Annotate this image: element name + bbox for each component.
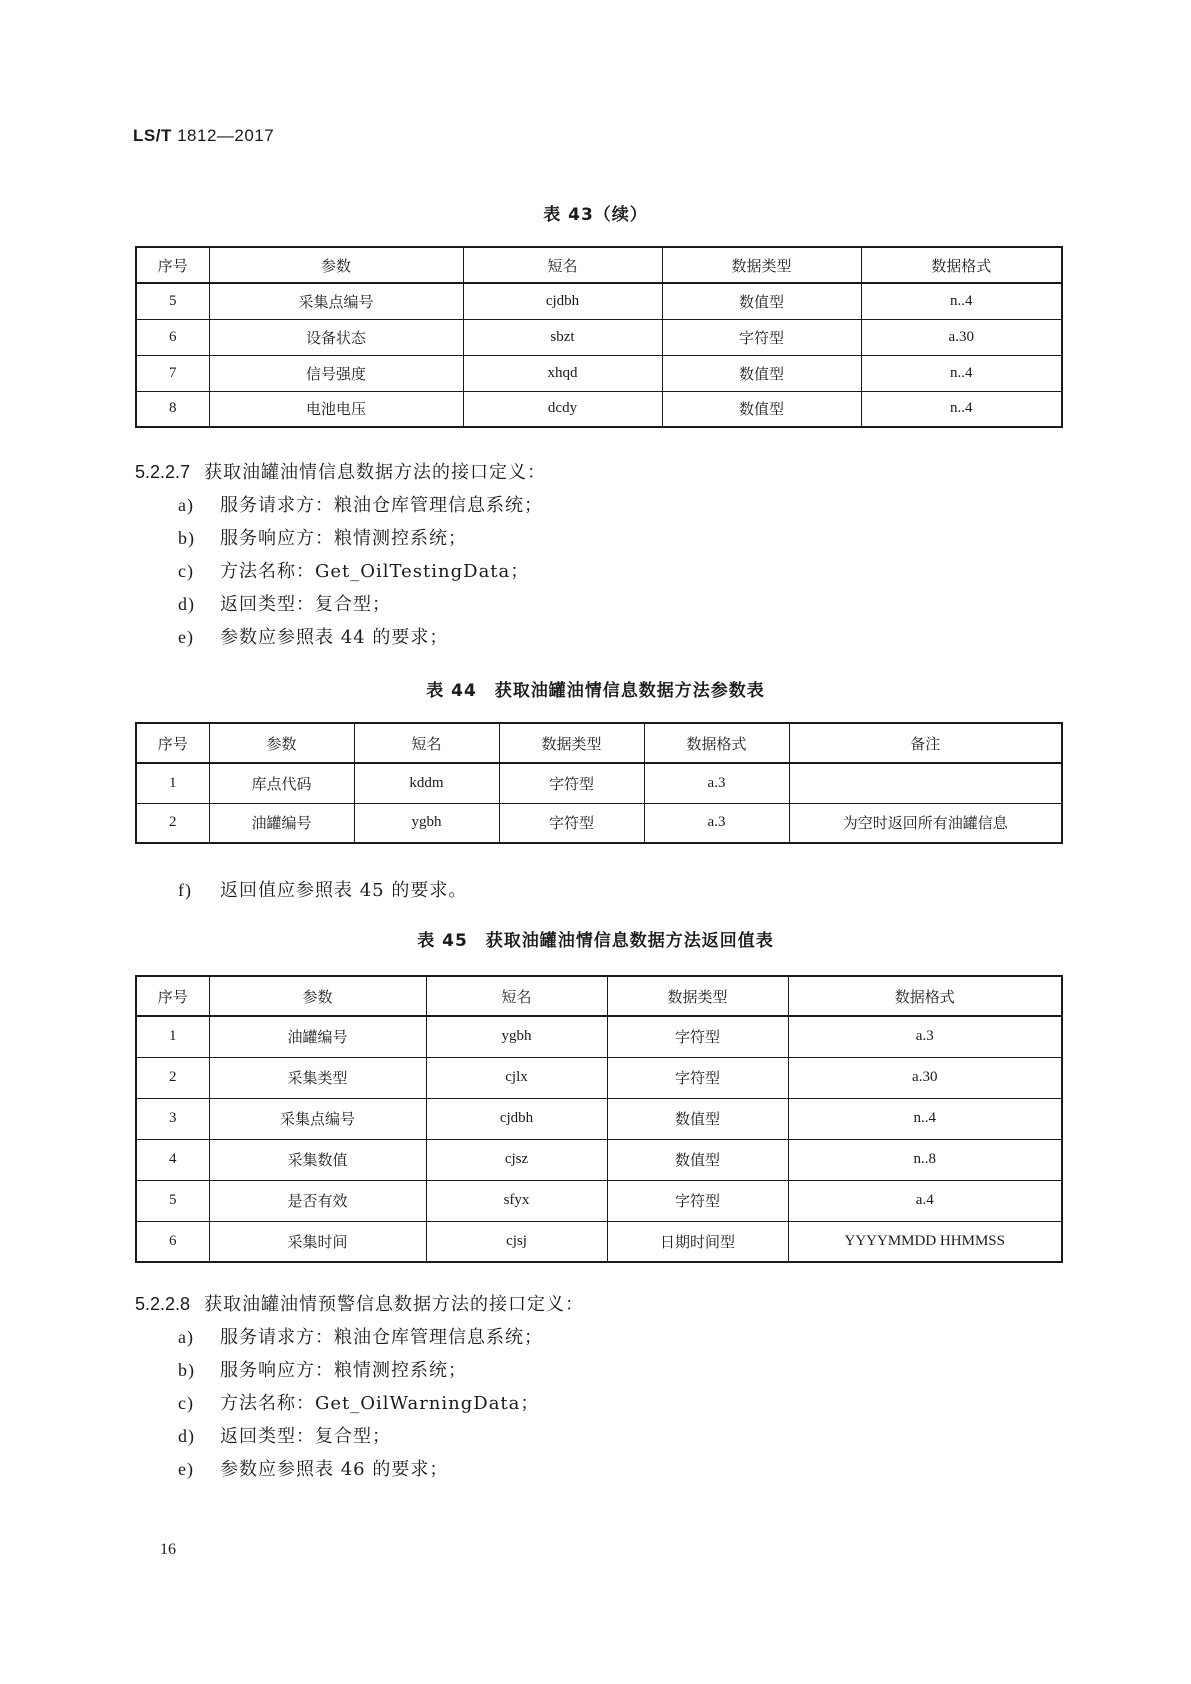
list-item [178,623,448,649]
table-row [136,763,1062,803]
clause-title: 获取油罐油情预警信息数据方法的接口定义： [204,1294,585,1315]
table-row [136,1139,1062,1180]
table-cell: 字符型 [607,1180,788,1221]
table-cell: 字符型 [607,1057,788,1098]
table-cell: 1 [136,763,209,803]
table44-header-row [136,723,1062,763]
table-cell: a.4 [788,1180,1062,1221]
list-item [178,491,543,517]
list-item [178,590,391,616]
table-row [136,1057,1062,1098]
list-item-text: 服务响应方：粮情测控系统； [220,1360,467,1381]
table-cell: 1 [136,1016,209,1057]
table43-caption: 表 43（续） [543,205,648,225]
table-cell: 字符型 [499,803,644,843]
table43-header-row [136,247,1062,283]
page-number: 16 [160,1541,176,1558]
table-row [136,803,1062,843]
table45-header-row [136,976,1062,1016]
table-cell: 6 [136,1221,209,1262]
table-cell: 数值型 [607,1139,788,1180]
list-item-mark: b) [178,1360,195,1380]
table43-col-header: 数据格式 [861,247,1062,283]
table-cell: 采集点编号 [209,1098,426,1139]
clause-title: 获取油罐油情信息数据方法的接口定义： [204,462,547,483]
table-cell: 采集时间 [209,1221,426,1262]
standard-code [133,126,274,146]
table43 [135,246,1063,428]
list-item [178,1323,543,1349]
list-item-text: 方法名称：Get_OilWarningData； [220,1393,540,1414]
table-row [136,319,1062,355]
table-cell: cjdbh [426,1098,607,1139]
list-item-mark: e) [178,1459,194,1479]
table45 [135,975,1063,1263]
table-cell: 5 [136,283,209,319]
table-cell: 采集数值 [209,1139,426,1180]
table-cell: n..8 [788,1139,1062,1180]
table-row [136,1098,1062,1139]
list-item-mark: e) [178,627,194,647]
list-item-mark: d) [178,594,195,614]
clause-5228-heading [135,1290,584,1316]
table-cell: 电池电压 [209,391,463,427]
table-cell: 2 [136,1057,209,1098]
table44-col-header: 序号 [136,723,209,763]
table-cell: 字符型 [607,1016,788,1057]
list-item-mark: b) [178,528,195,548]
table44-col-header: 短名 [354,723,499,763]
standard-number: 1812—2017 [177,126,275,145]
table-cell: 库点代码 [209,763,354,803]
table-cell: 字符型 [499,763,644,803]
table-cell: ygbh [426,1016,607,1057]
table-cell: YYYYMMDD HHMMSS [788,1221,1062,1262]
table-cell: 7 [136,355,209,391]
list-item [178,1422,391,1448]
list-item-text: 返回类型：复合型； [220,1426,391,1447]
list-item [178,1356,467,1382]
table-row [136,1180,1062,1221]
table-cell: a.30 [788,1057,1062,1098]
table-cell: a.3 [644,803,789,843]
table-cell: 数值型 [662,283,861,319]
table-cell: cjsj [426,1221,607,1262]
table45-col-header: 数据格式 [788,976,1062,1016]
list-item-text: 返回类型：复合型； [220,594,391,615]
table45-col-header: 参数 [209,976,426,1016]
table-cell: n..4 [861,283,1062,319]
list-item-mark: c) [178,1393,194,1413]
table-cell: dcdy [463,391,662,427]
list-item-text: 参数应参照表 44 的要求； [220,627,449,648]
table44-col-header: 数据格式 [644,723,789,763]
table44 [135,722,1063,844]
table-cell: cjlx [426,1057,607,1098]
table44-col-header: 参数 [209,723,354,763]
list-item-text: 服务请求方：粮油仓库管理信息系统； [220,1327,543,1348]
table-cell: 4 [136,1139,209,1180]
table-cell: a.3 [788,1016,1062,1057]
list-item-text: 参数应参照表 46 的要求； [220,1459,449,1480]
table-cell: 6 [136,319,209,355]
table44-col-header: 数据类型 [499,723,644,763]
table-cell: a.30 [861,319,1062,355]
list-item-text: 方法名称：Get_OilTestingData； [220,561,530,582]
list-item-mark: a) [178,495,194,515]
table-cell: 日期时间型 [607,1221,788,1262]
list-item-text: 返回值应参照表 45 的要求。 [220,880,468,901]
clause-number: 5.2.2.8 [135,1294,191,1314]
table-cell: 信号强度 [209,355,463,391]
table-row [136,1221,1062,1262]
list-item [178,557,529,583]
table45-caption: 表 45 获取油罐油情信息数据方法返回值表 [417,931,774,951]
table45-col-header: 短名 [426,976,607,1016]
list-item [178,1455,448,1481]
list-item [178,876,467,902]
table-cell: 3 [136,1098,209,1139]
table43-col-header: 数据类型 [662,247,861,283]
list-item-mark: c) [178,561,194,581]
table45-col-header: 序号 [136,976,209,1016]
table-cell: 数值型 [662,391,861,427]
list-item-mark: f) [178,880,192,900]
table-cell: 5 [136,1180,209,1221]
table-cell: 是否有效 [209,1180,426,1221]
table45-col-header: 数据类型 [607,976,788,1016]
table-cell: 字符型 [662,319,861,355]
table44-col-header: 备注 [789,723,1062,763]
table-cell: cjdbh [463,283,662,319]
table-cell: sbzt [463,319,662,355]
table43-col-header: 参数 [209,247,463,283]
table-cell: n..4 [861,391,1062,427]
list-item-mark: a) [178,1327,194,1347]
table-cell: n..4 [788,1098,1062,1139]
table-cell: 8 [136,391,209,427]
table-cell: sfyx [426,1180,607,1221]
table-cell: 为空时返回所有油罐信息 [789,803,1062,843]
table-cell [789,763,1062,803]
table44-caption: 表 44 获取油罐油情信息数据方法参数表 [426,681,765,701]
table-row [136,355,1062,391]
list-item [178,524,467,550]
table43-col-header: 短名 [463,247,662,283]
clause-5227-heading [135,458,546,484]
standard-prefix: LS/T [133,126,172,145]
table-row [136,391,1062,427]
table-cell: n..4 [861,355,1062,391]
list-item [178,1389,539,1415]
table-cell: 数值型 [607,1098,788,1139]
table-cell: 采集点编号 [209,283,463,319]
table-cell: kddm [354,763,499,803]
table-row [136,283,1062,319]
table-cell: 设备状态 [209,319,463,355]
table-cell: 油罐编号 [209,1016,426,1057]
table-cell: 数值型 [662,355,861,391]
table-cell: 2 [136,803,209,843]
table-cell: 采集类型 [209,1057,426,1098]
table-row [136,1016,1062,1057]
table-cell: cjsz [426,1139,607,1180]
table-cell: a.3 [644,763,789,803]
table-cell: 油罐编号 [209,803,354,843]
clause-number: 5.2.2.7 [135,462,191,482]
table-cell: xhqd [463,355,662,391]
list-item-text: 服务请求方：粮油仓库管理信息系统； [220,495,543,516]
list-item-mark: d) [178,1426,195,1446]
table-cell: ygbh [354,803,499,843]
table43-col-header: 序号 [136,247,209,283]
list-item-text: 服务响应方：粮情测控系统； [220,528,467,549]
